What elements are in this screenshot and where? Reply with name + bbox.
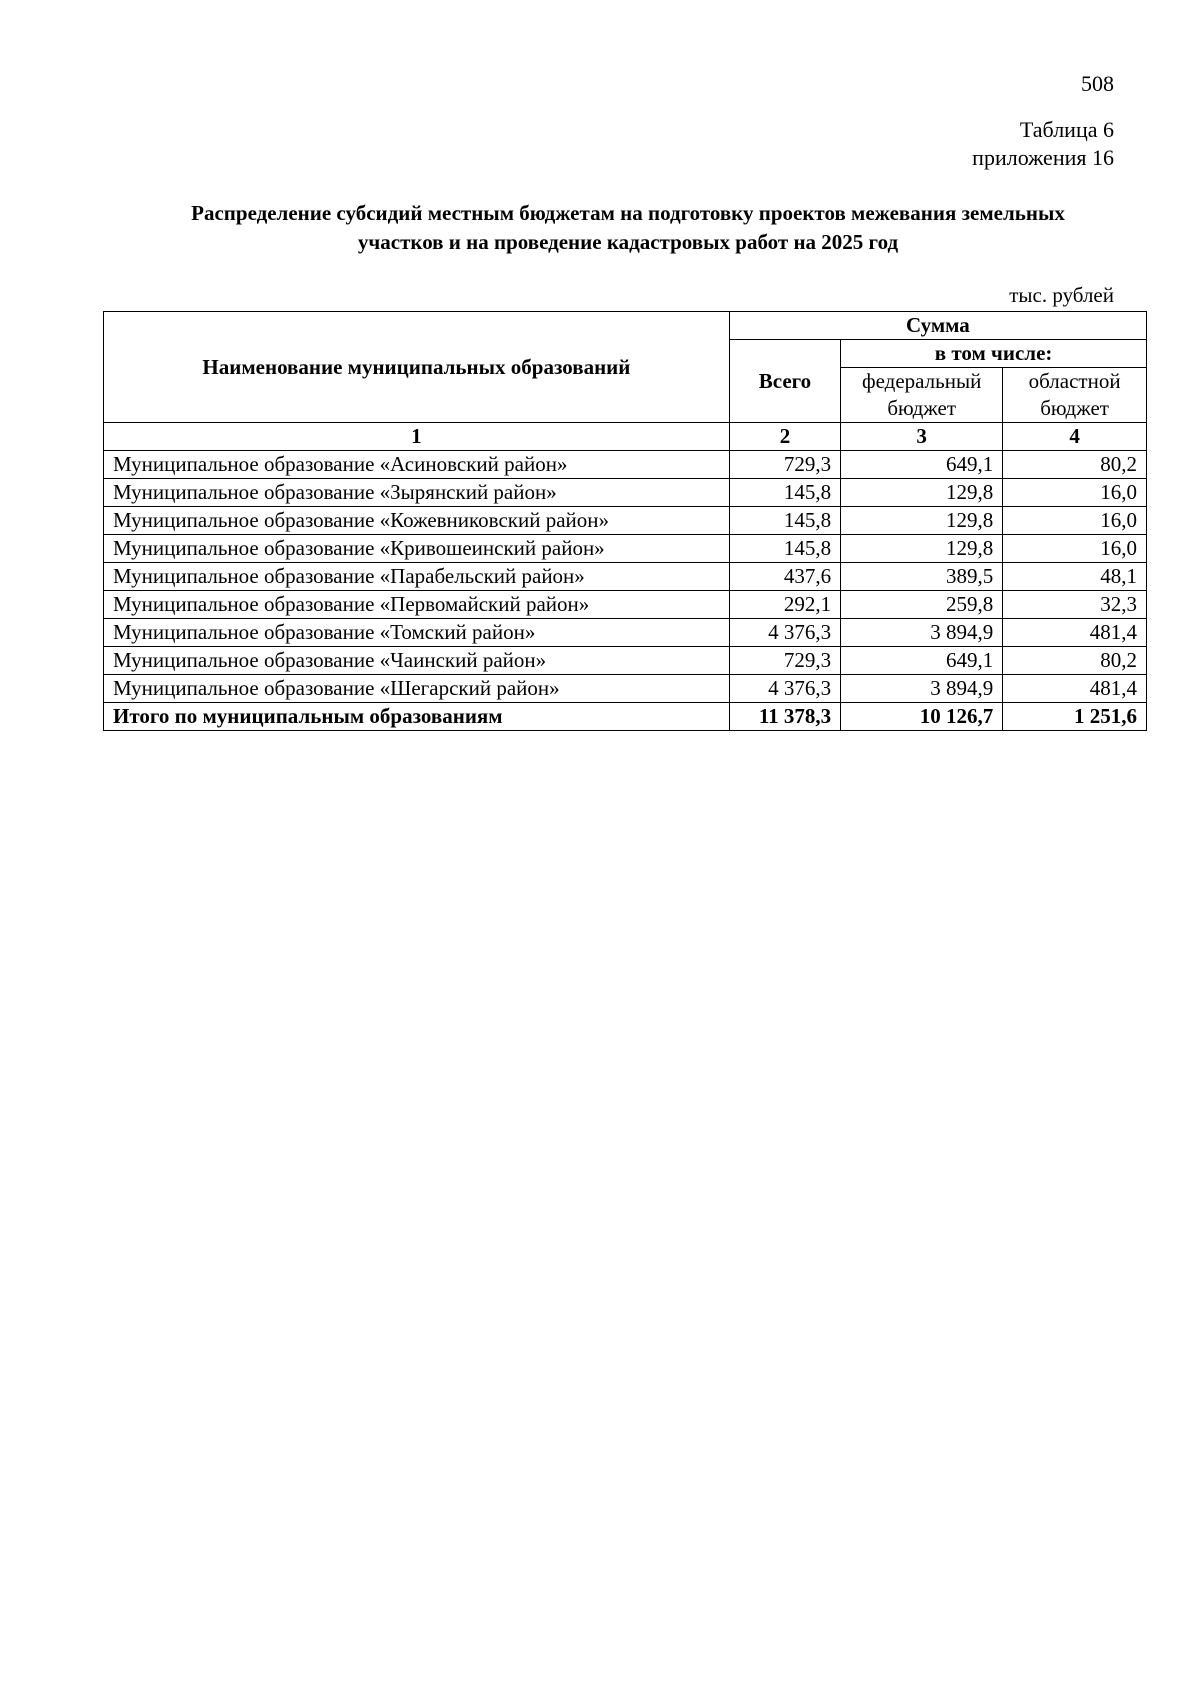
table-row (104, 619, 1147, 647)
row-total: 729,3 (729, 451, 840, 479)
row-total: 145,8 (729, 479, 840, 507)
total-row (104, 703, 1147, 731)
row-regional: 16,0 (1003, 479, 1147, 507)
document-title (104, 199, 1152, 257)
header-row-1 (104, 312, 1147, 340)
row-federal: 129,8 (841, 479, 1003, 507)
row-regional: 481,4 (1003, 619, 1147, 647)
row-name: Муниципальное образование «Кривошеинский район» (104, 535, 730, 563)
total-row-regional: 1 251,6 (1003, 703, 1147, 731)
row-total: 4 376,3 (729, 675, 840, 703)
row-regional: 80,2 (1003, 451, 1147, 479)
total-row-name: Итого по муниципальным образованиям (104, 703, 730, 731)
row-total: 145,8 (729, 535, 840, 563)
header-federal (841, 368, 1003, 423)
row-federal: 129,8 (841, 507, 1003, 535)
header-regional-line2: бюджет (1040, 396, 1109, 420)
header-regional-line1: областной (1028, 369, 1121, 393)
row-regional: 80,2 (1003, 647, 1147, 675)
column-number-3: 3 (841, 423, 1003, 451)
row-federal: 259,8 (841, 591, 1003, 619)
table-reference-line2: приложения 16 (972, 145, 1114, 170)
row-federal: 3 894,9 (841, 619, 1003, 647)
table-row (104, 563, 1147, 591)
subsidy-table (103, 311, 1147, 731)
header-federal-line1: федеральный (862, 369, 982, 393)
row-regional: 16,0 (1003, 507, 1147, 535)
document-title-line2: участков и на проведение кадастровых работ на 2025 год (357, 230, 899, 254)
row-name: Муниципальное образование «Первомайский район» (104, 591, 730, 619)
table-row (104, 451, 1147, 479)
row-federal: 649,1 (841, 647, 1003, 675)
column-number-4: 4 (1003, 423, 1147, 451)
total-row-total: 11 378,3 (729, 703, 840, 731)
document-title-line1: Распределение субсидий местным бюджетам на подготовку проектов межевания земельных (191, 201, 1065, 225)
row-regional: 16,0 (1003, 535, 1147, 563)
row-total: 437,6 (729, 563, 840, 591)
row-federal: 649,1 (841, 451, 1003, 479)
row-federal: 129,8 (841, 535, 1003, 563)
row-federal: 389,5 (841, 563, 1003, 591)
row-total: 4 376,3 (729, 619, 840, 647)
header-total: Всего (729, 340, 840, 423)
table-row (104, 591, 1147, 619)
row-total: 145,8 (729, 507, 840, 535)
table-row (104, 675, 1147, 703)
row-name: Муниципальное образование «Чаинский район» (104, 647, 730, 675)
row-name: Муниципальное образование «Шегарский район» (104, 675, 730, 703)
header-regional (1003, 368, 1147, 423)
page-number: 508 (1081, 71, 1114, 96)
header-sum: Сумма (729, 312, 1146, 340)
row-name: Муниципальное образование «Парабельский район» (104, 563, 730, 591)
header-federal-line2: бюджет (887, 396, 957, 420)
row-regional: 48,1 (1003, 563, 1147, 591)
row-name: Муниципальное образование «Кожевниковский район» (104, 507, 730, 535)
row-name: Муниципальное образование «Зырянский район» (104, 479, 730, 507)
table-reference-line1: Таблица 6 (1019, 117, 1114, 142)
row-regional: 481,4 (1003, 675, 1147, 703)
row-total: 292,1 (729, 591, 840, 619)
row-total: 729,3 (729, 647, 840, 675)
table-reference (972, 116, 1114, 172)
total-row-federal: 10 126,7 (841, 703, 1003, 731)
row-regional: 32,3 (1003, 591, 1147, 619)
column-number-1: 1 (104, 423, 730, 451)
table-row (104, 535, 1147, 563)
header-name: Наименование муниципальных образований (104, 312, 730, 423)
table-row (104, 647, 1147, 675)
row-name: Муниципальное образование «Асиновский район» (104, 451, 730, 479)
row-name: Муниципальное образование «Томский район» (104, 619, 730, 647)
table-row (104, 479, 1147, 507)
units-label: тыс. рублей (1009, 283, 1114, 307)
table-row (104, 507, 1147, 535)
header-including: в том числе: (841, 340, 1147, 368)
row-federal: 3 894,9 (841, 675, 1003, 703)
column-number-row (104, 423, 1147, 451)
column-number-2: 2 (729, 423, 840, 451)
